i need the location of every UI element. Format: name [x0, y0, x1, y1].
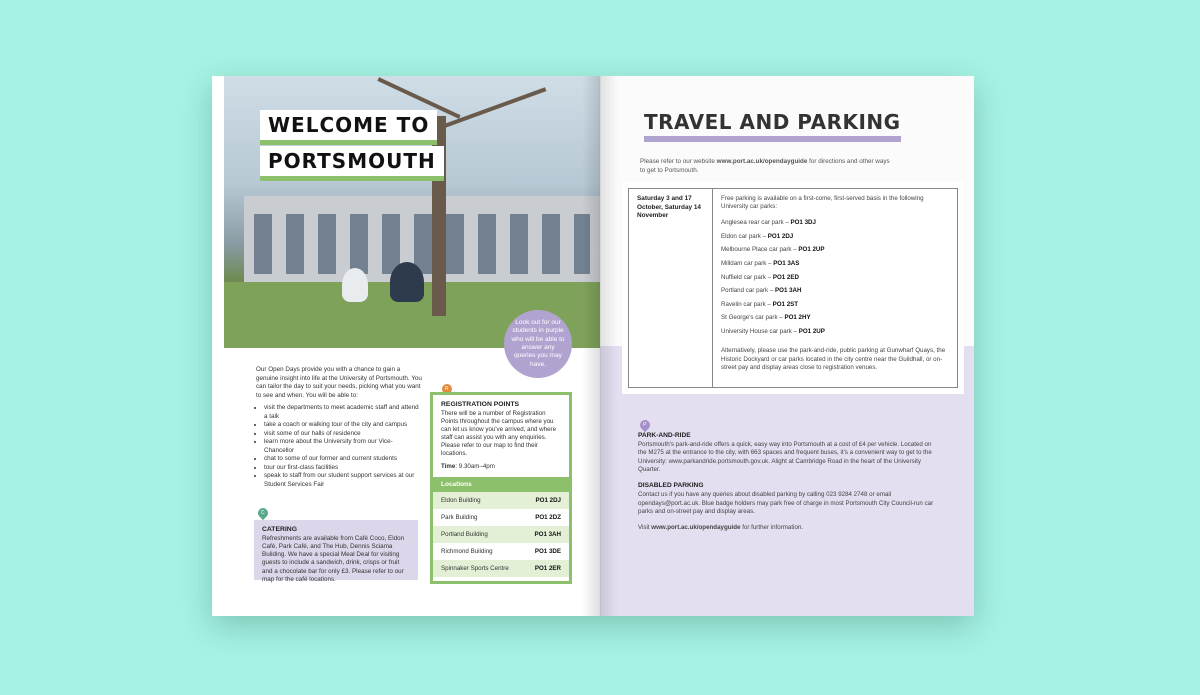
list-item: Ravelin car park – PO1 2ST [721, 300, 799, 308]
intro-text [256, 366, 422, 489]
activities-list [256, 404, 422, 489]
parking-table [628, 188, 958, 388]
travel-title: TRAVEL AND PARKING [644, 110, 901, 142]
student-figure [342, 268, 368, 302]
list-item: Melbourne Place car park – PO1 2UP [721, 246, 825, 254]
table-row: Eldon Building PO1 2DJ [433, 492, 569, 509]
list-item: Nuffield car park – PO1 2ED [721, 273, 799, 281]
catering-box [254, 520, 418, 583]
right-page [600, 76, 974, 616]
parking-lead: Free parking is available on a first-come, first-served basis in the following University car parks: [721, 195, 924, 211]
list-item: • take a coach or walking tour of the city and campus [264, 421, 422, 430]
parking-info [713, 189, 957, 387]
catering-pin-icon: C [256, 506, 270, 520]
locations-table [433, 492, 569, 577]
catering-text: Refreshments are available from Café Coco, Eldon Café, Park Café, and The Hub, Dennis Sciama Building. We have a special Meal Deal for visiting guests to include a sandwich, drink, crisps or fruit and a chocolate bar for only £3. Please refer to our map for the café locations. [262, 534, 405, 583]
welcome-title-line1: WELCOME TO [260, 110, 437, 145]
brochure-spread [212, 76, 974, 616]
list-item: • visit the departments to meet academic staff and attend a talk [264, 404, 422, 421]
list-item: • learn more about the University from our Vice-Chancellor [264, 438, 422, 455]
list-item: • visit some of our halls of residence [264, 430, 422, 439]
disabled-parking-text: Contact us if you have any queries about disabled parking by calling 023 9284 2748 or email opendays@port.ac.uk. Blue badge holders may park free of charge in most Portsmouth City Council-run car parks and on-street pay and display areas. [638, 491, 934, 515]
park-info [638, 432, 938, 533]
table-row: Park Building PO1 2DZ [441, 514, 561, 522]
catering-title: CATERING [262, 526, 297, 533]
list-item: Eldon car park – PO1 2DJ [721, 232, 794, 240]
parking-alternatives: Alternatively, please use the park-and-ride, public parking at Gunwharf Quays, the Historic Dockyard or car parks located in the city centre near the Guildhall, or on-street pay and display areas close to registration venues. [721, 347, 946, 371]
list-item: Portland car park – PO1 3AH [721, 287, 802, 295]
registration-text: There will be a number of Registration Points throughout the campus where you can let us know you've arrived, and where staff can assist you with any enquiries. Please refer to our map to find their locations. [441, 409, 557, 458]
park-ride-title: PARK-AND-RIDE [638, 432, 691, 439]
list-item: • speak to staff from our student support services at our Student Services Fair [264, 472, 422, 489]
list-item: Milldam car park – PO1 3AS [721, 259, 800, 267]
tree-branch [442, 87, 547, 128]
park-ride-text: Portsmouth's park-and-ride offers a quick, easy way into Portsmouth at a cost of £4 per vehicle. Located on the M275 at the entrance to the city, with 663 spaces and frequent buses, it's a convenient way to get to the University: www.parkandride.portsmouth.gov.uk. Alight at Cambridge Road in the heart of the University Quarter. [638, 440, 932, 473]
intro-paragraph: Our Open Days provide you with a chance to gain a genuine insight into life at the University of Portsmouth. You can tailor the day to suit your needs, picking what you want to see and when. You will be able to: [256, 366, 422, 399]
list-item: • chat to some of our former and current students [264, 455, 422, 464]
opendayguide-link[interactable]: www.port.ac.uk/opendayguide [716, 158, 808, 165]
travel-intro: Please refer to our website www.port.ac.uk/opendayguide for directions and other ways to get to Portsmouth. [640, 158, 890, 174]
visit-line: Visit www.port.ac.uk/opendayguide for further information. [638, 524, 804, 532]
building-windows [254, 214, 590, 274]
student-figure [390, 262, 424, 302]
table-row: Richmond Building PO1 3DE [441, 548, 561, 556]
table-row: Spinnaker Sports Centre PO1 2ER [433, 560, 569, 577]
opendayguide-link[interactable]: www.port.ac.uk/opendayguide [651, 524, 741, 532]
registration-time: Time: 9.30am–4pm [441, 463, 495, 471]
list-item: Anglesea rear car park – PO1 3DJ [721, 219, 816, 227]
purple-students-bubble: Look out for our students in purple who will be able to answer any queries you may have. [504, 310, 572, 378]
list-item: St George's car park – PO1 2HY [721, 314, 811, 322]
left-page [212, 76, 600, 616]
list-item: • tour our first-class facilities [264, 464, 422, 473]
registration-pin-icon: R [440, 382, 454, 396]
parking-pin-icon: P [638, 418, 652, 432]
disabled-parking-title: DISABLED PARKING [638, 482, 704, 490]
locations-header: Locations [433, 477, 569, 492]
parking-dates: Saturday 3 and 17 October, Saturday 14 November [629, 189, 713, 387]
list-item: University House car park – PO1 2UP [721, 327, 825, 335]
registration-title: REGISTRATION POINTS [441, 401, 520, 408]
welcome-title-line2: PORTSMOUTH [260, 146, 444, 181]
registration-box [430, 392, 572, 584]
table-row: Portland Building PO1 3AH [433, 526, 569, 543]
